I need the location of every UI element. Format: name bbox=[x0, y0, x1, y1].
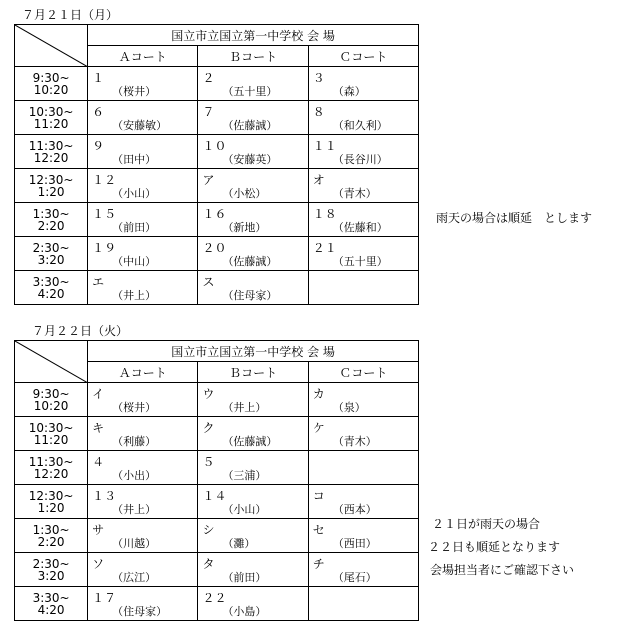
referee-name: （井上） bbox=[112, 289, 157, 302]
referee-name: （五十里） bbox=[222, 85, 278, 98]
match-number: ６ bbox=[92, 105, 105, 119]
court-header: Ｃコート bbox=[308, 46, 418, 67]
match-cell bbox=[88, 417, 198, 451]
diagonal-line bbox=[15, 341, 88, 383]
time-cell bbox=[15, 101, 88, 135]
schedule-table-day1 bbox=[14, 24, 419, 305]
time-end: 1:20 bbox=[37, 184, 65, 199]
time-end: 10:20 bbox=[33, 398, 69, 413]
time-end: 12:20 bbox=[33, 150, 69, 165]
referee-name: （西本） bbox=[332, 503, 377, 516]
referee-name: （広江） bbox=[112, 571, 157, 584]
time-start: 10:30~ bbox=[28, 104, 74, 119]
referee-name: （佐藤誠） bbox=[222, 255, 278, 268]
referee-name: （田中） bbox=[112, 153, 157, 166]
match-number: コ bbox=[312, 489, 325, 503]
referee-name: （佐藤誠） bbox=[222, 435, 278, 448]
match-number: ス bbox=[202, 275, 215, 289]
venue-header-row bbox=[15, 341, 419, 362]
time-start: 12:30~ bbox=[28, 488, 74, 503]
time-cell bbox=[15, 519, 88, 553]
referee-name: （新地） bbox=[222, 221, 267, 234]
time-slot-row bbox=[15, 101, 419, 135]
match-cell bbox=[198, 169, 308, 203]
referee-name: （佐藤誠） bbox=[222, 119, 278, 132]
corner-cell bbox=[15, 25, 88, 67]
match-number: ア bbox=[202, 173, 215, 187]
venue-title: 国立市立国立第一中学校 会 場 bbox=[88, 341, 419, 362]
time-start: 9:30~ bbox=[32, 70, 70, 85]
time-slot-row bbox=[15, 587, 419, 621]
match-number: カ bbox=[312, 387, 325, 401]
time-cell bbox=[15, 67, 88, 101]
time-cell bbox=[15, 271, 88, 305]
match-cell bbox=[198, 203, 308, 237]
referee-name: （井上） bbox=[222, 401, 267, 414]
match-cell bbox=[88, 203, 198, 237]
match-cell bbox=[308, 587, 418, 621]
match-number: ７ bbox=[202, 105, 215, 119]
match-number: １０ bbox=[202, 139, 227, 153]
match-cell bbox=[198, 383, 308, 417]
referee-name: （青木） bbox=[332, 187, 377, 200]
time-cell bbox=[15, 451, 88, 485]
time-start: 3:30~ bbox=[32, 274, 70, 289]
time-slot-row bbox=[15, 271, 419, 305]
match-cell bbox=[88, 587, 198, 621]
match-cell bbox=[198, 237, 308, 271]
time-start: 11:30~ bbox=[28, 138, 74, 153]
rain-note: 雨天の場合は順延 とします bbox=[436, 211, 593, 225]
referee-name: （和久利） bbox=[332, 119, 388, 132]
time-slot-row bbox=[15, 553, 419, 587]
time-start: 12:30~ bbox=[28, 172, 74, 187]
court-header: Ｂコート bbox=[198, 362, 308, 383]
match-cell bbox=[198, 587, 308, 621]
referee-name: （小山） bbox=[222, 503, 267, 516]
referee-name: （住母家） bbox=[112, 605, 168, 618]
time-slot-row bbox=[15, 169, 419, 203]
match-cell bbox=[308, 451, 418, 485]
court-header: Ｂコート bbox=[198, 46, 308, 67]
time-cell bbox=[15, 587, 88, 621]
match-number: １６ bbox=[202, 207, 227, 221]
time-slot-row bbox=[15, 237, 419, 271]
match-cell bbox=[308, 271, 418, 305]
time-slot-row bbox=[15, 519, 419, 553]
time-end: 11:20 bbox=[33, 116, 69, 131]
referee-name: （小出） bbox=[112, 469, 157, 482]
match-cell bbox=[88, 135, 198, 169]
time-slot-row bbox=[15, 383, 419, 417]
match-cell bbox=[88, 271, 198, 305]
match-cell bbox=[308, 101, 418, 135]
match-number: １３ bbox=[92, 489, 117, 503]
match-cell bbox=[88, 67, 198, 101]
match-number: ９ bbox=[92, 139, 105, 153]
time-start: 2:30~ bbox=[32, 556, 70, 571]
match-cell bbox=[308, 237, 418, 271]
match-number: １１ bbox=[312, 139, 337, 153]
match-number: ４ bbox=[92, 455, 105, 469]
diagonal-line bbox=[15, 25, 88, 67]
match-cell bbox=[308, 67, 418, 101]
time-cell bbox=[15, 169, 88, 203]
match-number: オ bbox=[312, 173, 325, 187]
time-cell bbox=[15, 203, 88, 237]
referee-name: （三浦） bbox=[222, 469, 267, 482]
match-number: １４ bbox=[202, 489, 227, 503]
time-cell bbox=[15, 485, 88, 519]
venue-header-row bbox=[15, 25, 419, 46]
match-number: １２ bbox=[92, 173, 117, 187]
rain-21-note-line2: ２２日も順延となります bbox=[428, 540, 561, 554]
referee-name: （桜井） bbox=[112, 85, 157, 98]
referee-name: （西田） bbox=[332, 537, 377, 550]
referee-name: （尾石） bbox=[332, 571, 377, 584]
time-slot-row bbox=[15, 417, 419, 451]
match-cell bbox=[198, 519, 308, 553]
match-number: サ bbox=[92, 523, 105, 537]
match-cell bbox=[308, 203, 418, 237]
match-cell bbox=[308, 383, 418, 417]
match-cell bbox=[308, 553, 418, 587]
match-number: ソ bbox=[92, 557, 105, 571]
time-end: 12:20 bbox=[33, 466, 69, 481]
match-number: １７ bbox=[92, 591, 117, 605]
referee-name: （川越） bbox=[112, 537, 157, 550]
time-cell bbox=[15, 553, 88, 587]
match-number: ３ bbox=[312, 71, 325, 85]
referee-name: （安藤英） bbox=[222, 153, 278, 166]
match-cell bbox=[88, 237, 198, 271]
match-number: １５ bbox=[92, 207, 117, 221]
referee-name: （小島） bbox=[222, 605, 267, 618]
court-header: Ａコート bbox=[88, 46, 198, 67]
match-number: ２２ bbox=[202, 591, 227, 605]
match-cell bbox=[198, 135, 308, 169]
match-cell bbox=[198, 417, 308, 451]
match-number: ８ bbox=[312, 105, 325, 119]
referee-name: （中山） bbox=[112, 255, 157, 268]
referee-name: （井上） bbox=[112, 503, 157, 516]
referee-name: （前田） bbox=[222, 571, 267, 584]
match-number: ２１ bbox=[312, 241, 337, 255]
time-slot-row bbox=[15, 135, 419, 169]
referee-name: （桜井） bbox=[112, 401, 157, 414]
match-number: シ bbox=[202, 523, 215, 537]
date-day1: ７月２１日（月） bbox=[22, 8, 119, 22]
time-start: 3:30~ bbox=[32, 590, 70, 605]
referee-name: （前田） bbox=[112, 221, 157, 234]
match-cell bbox=[198, 553, 308, 587]
match-number: ウ bbox=[202, 387, 215, 401]
rain-21-note-line1: ２１日が雨天の場合 bbox=[432, 517, 541, 531]
referee-name: （小山） bbox=[112, 187, 157, 200]
time-slot-row bbox=[15, 203, 419, 237]
match-number: ケ bbox=[312, 421, 325, 435]
match-number: １８ bbox=[312, 207, 337, 221]
match-number: ク bbox=[202, 421, 215, 435]
match-number: エ bbox=[92, 275, 105, 289]
time-cell bbox=[15, 383, 88, 417]
referee-name: （利藤） bbox=[112, 435, 157, 448]
match-number: ２０ bbox=[202, 241, 227, 255]
match-cell bbox=[198, 271, 308, 305]
time-slot-row bbox=[15, 451, 419, 485]
time-end: 2:20 bbox=[37, 534, 65, 549]
match-cell bbox=[308, 519, 418, 553]
match-number: タ bbox=[202, 557, 215, 571]
match-number: １ bbox=[92, 71, 105, 85]
referee-name: （泉） bbox=[332, 401, 366, 414]
match-cell bbox=[88, 101, 198, 135]
referee-name: （五十里） bbox=[332, 255, 388, 268]
match-cell bbox=[88, 169, 198, 203]
time-end: 2:20 bbox=[37, 218, 65, 233]
match-number: １９ bbox=[92, 241, 117, 255]
time-start: 11:30~ bbox=[28, 454, 74, 469]
referee-name: （森） bbox=[332, 85, 366, 98]
match-cell bbox=[198, 451, 308, 485]
time-end: 3:20 bbox=[37, 568, 65, 583]
time-end: 1:20 bbox=[37, 500, 65, 515]
schedule-table-day2 bbox=[14, 340, 419, 621]
match-cell bbox=[198, 485, 308, 519]
referee-name: （安藤敏） bbox=[112, 119, 168, 132]
rain-21-note-line3: 会場担当者にご確認下さい bbox=[430, 563, 575, 577]
match-number: ２ bbox=[202, 71, 215, 85]
time-cell bbox=[15, 135, 88, 169]
time-start: 2:30~ bbox=[32, 240, 70, 255]
match-number: チ bbox=[312, 557, 325, 571]
match-cell bbox=[88, 485, 198, 519]
time-slot-row bbox=[15, 67, 419, 101]
time-end: 3:20 bbox=[37, 252, 65, 267]
referee-name: （青木） bbox=[332, 435, 377, 448]
match-number: イ bbox=[92, 387, 105, 401]
corner-cell bbox=[15, 341, 88, 383]
match-cell bbox=[308, 417, 418, 451]
match-cell bbox=[88, 383, 198, 417]
match-cell bbox=[308, 169, 418, 203]
time-start: 10:30~ bbox=[28, 420, 74, 435]
match-cell bbox=[88, 519, 198, 553]
time-end: 11:20 bbox=[33, 432, 69, 447]
match-cell bbox=[198, 67, 308, 101]
time-end: 4:20 bbox=[37, 286, 65, 301]
match-cell bbox=[308, 485, 418, 519]
time-end: 4:20 bbox=[37, 602, 65, 617]
match-cell bbox=[88, 451, 198, 485]
time-start: 9:30~ bbox=[32, 386, 70, 401]
match-number: ５ bbox=[202, 455, 215, 469]
referee-name: （佐藤和） bbox=[332, 221, 388, 234]
court-header: Ｃコート bbox=[308, 362, 418, 383]
court-header: Ａコート bbox=[88, 362, 198, 383]
match-cell bbox=[88, 553, 198, 587]
match-cell bbox=[308, 135, 418, 169]
referee-name: （灘） bbox=[222, 537, 256, 550]
date-day2: ７月２２日（火） bbox=[32, 324, 129, 338]
match-number: セ bbox=[312, 523, 325, 537]
time-cell bbox=[15, 237, 88, 271]
match-number: キ bbox=[92, 421, 105, 435]
referee-name: （小松） bbox=[222, 187, 267, 200]
time-start: 1:30~ bbox=[32, 522, 70, 537]
venue-title: 国立市立国立第一中学校 会 場 bbox=[88, 25, 419, 46]
time-cell bbox=[15, 417, 88, 451]
match-cell bbox=[198, 101, 308, 135]
time-start: 1:30~ bbox=[32, 206, 70, 221]
referee-name: （長谷川） bbox=[332, 153, 388, 166]
time-end: 10:20 bbox=[33, 82, 69, 97]
referee-name: （住母家） bbox=[222, 289, 278, 302]
time-slot-row bbox=[15, 485, 419, 519]
